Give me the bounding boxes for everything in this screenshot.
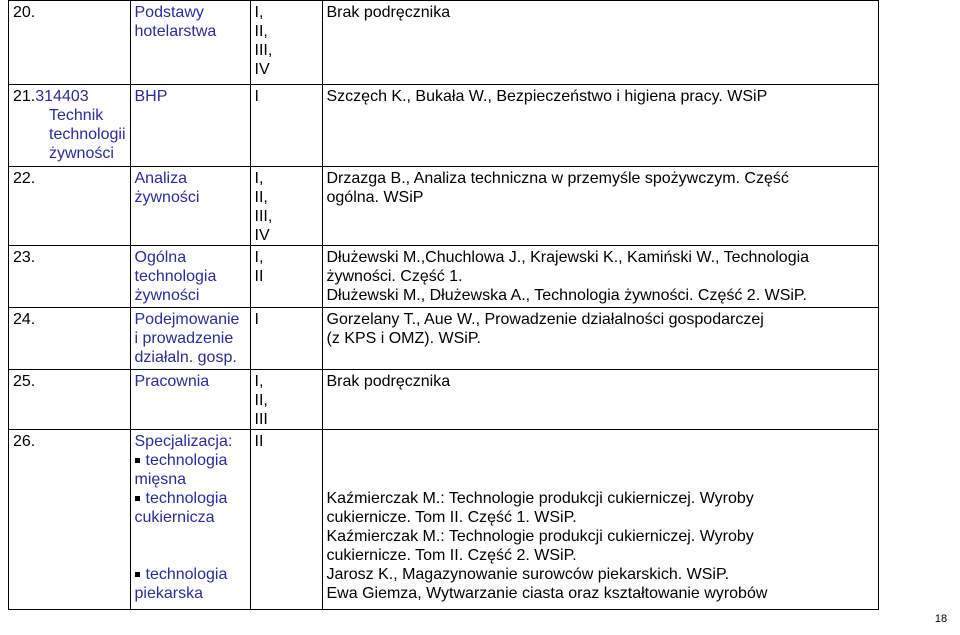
subject: Analiza żywności	[130, 167, 250, 246]
row-number: 22.	[9, 167, 131, 246]
table-row	[9, 246, 879, 308]
levels: I, II, III, IV	[250, 167, 322, 246]
levels: I	[250, 308, 322, 370]
table-row	[9, 370, 879, 430]
row-number: 24.	[9, 308, 131, 370]
textbook: Drzazga B., Analiza techniczna w przemyśle spożywczym. Część ogólna. WSiP	[322, 167, 878, 246]
textbook: Brak podręcznika	[322, 370, 878, 430]
row-number: 26.	[9, 430, 131, 610]
textbook: Szczęch K., Bukała W., Bezpieczeństwo i higiena pracy. WSiP	[322, 85, 878, 167]
row-number: 25.	[9, 370, 131, 430]
textbook: Dłużewski M.,Chuchlowa J., Krajewski K., Kamiński W., Technologia żywności. Część 1. Dłużewski M., Dłużewska A., Technologia żywności. Część 2. WSiP.	[322, 246, 878, 308]
row-number: 20.	[9, 1, 131, 85]
bullet-icon	[135, 458, 140, 463]
row-number: 23.	[9, 246, 131, 308]
levels: I, II	[250, 246, 322, 308]
page-number: 18	[934, 613, 948, 625]
bullet-icon	[135, 496, 140, 501]
subject: Podstawy hotelarstwa	[130, 1, 250, 85]
subject: BHP	[130, 85, 250, 167]
table-row	[9, 167, 879, 246]
table-row	[9, 85, 879, 167]
levels: I, II, III, IV	[250, 1, 322, 85]
levels: II	[250, 430, 322, 610]
textbook: Brak podręcznika	[322, 1, 878, 85]
subject: Ogólna technologia żywności	[130, 246, 250, 308]
levels: I	[250, 85, 322, 167]
table-row	[9, 308, 879, 370]
textbook: Gorzelany T., Aue W., Prowadzenie działalności gospodarczej (z KPS i OMZ). WSiP.	[322, 308, 878, 370]
bullet-icon	[135, 572, 140, 577]
subject: Pracownia	[130, 370, 250, 430]
textbook: Kaźmierczak M.: Technologie produkcji cukierniczej. Wyroby cukiernicze. Tom II. Część 1. WSiP. Kaźmierczak M.: Technologie produkcji cukierniczej. Wyroby cukiernicze. Tom II. Część 2. WSiP. Jarosz K., Magazynowanie surowców piekarskich. WSiP. Ewa Giemza, Wytwarzanie ciasta oraz kształtowanie wyrobów	[322, 430, 878, 610]
table-row	[9, 1, 879, 85]
table-row	[9, 430, 879, 610]
row-number: 21.314403 Technik technologii żywności	[9, 85, 131, 167]
subject: Specjalizacja: technologia mięsna technologia cukiernicza technologia piekarska	[130, 430, 250, 610]
textbook-table	[8, 0, 879, 610]
levels: I, II, III	[250, 370, 322, 430]
subject: Podejmowanie i prowadzenie działaln. gosp.	[130, 308, 250, 370]
